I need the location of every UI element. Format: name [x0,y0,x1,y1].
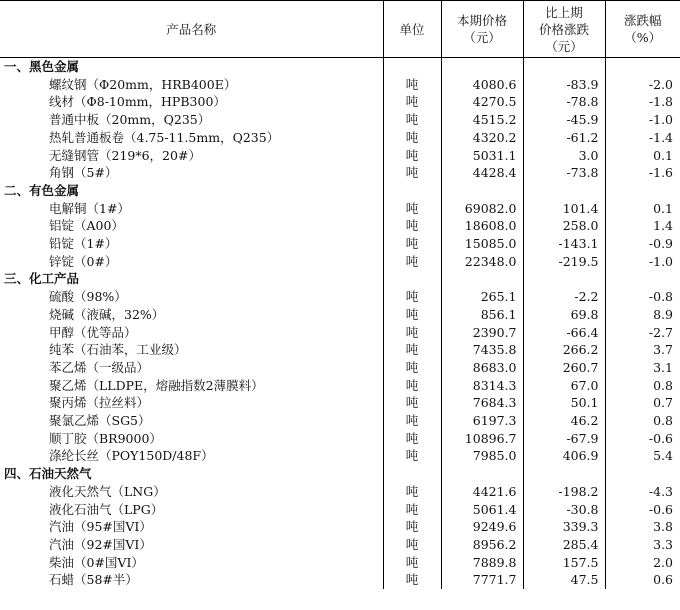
percent-cell: -4.3 [605,483,680,501]
category-row [0,465,680,483]
header-unit [383,1,441,58]
table-row [0,129,680,147]
table-row [0,359,680,377]
table-row [0,324,680,342]
table-row [0,93,680,111]
change-cell [523,182,605,200]
change-cell: -73.8 [523,164,605,182]
price-cell [441,182,523,200]
percent-cell: -2.7 [605,324,680,342]
change-cell: 266.2 [523,341,605,359]
product-name-cell: 电解铜（1#） [49,200,130,216]
percent-cell: -2.0 [605,76,680,94]
percent-cell: 3.3 [605,536,680,554]
product-name-cell: 涤纶长丝（POY150D/48F） [49,448,214,464]
percent-cell [605,58,680,76]
table-row [0,554,680,572]
header-price-line1: 本期价格 [456,13,507,28]
change-cell [523,58,605,76]
price-cell [441,465,523,483]
table-body [0,58,680,590]
price-cell: 69082.0 [441,200,523,218]
header-change [523,1,605,58]
product-name-cell: 纯苯（石油苯，工业级） [49,342,187,358]
percent-cell: -1.8 [605,93,680,111]
category-name-cell: 四、石油天然气 [4,466,92,482]
unit-cell: 吨 [383,217,441,235]
price-cell: 5031.1 [441,147,523,165]
header-price [441,1,523,58]
product-name-cell: 锌锭（0#） [49,253,118,269]
percent-cell: -1.0 [605,111,680,129]
unit-cell [383,270,441,288]
change-cell: 46.2 [523,412,605,430]
table-row [0,412,680,430]
unit-cell: 吨 [383,253,441,271]
percent-cell: -0.6 [605,430,680,448]
change-cell: 157.5 [523,554,605,572]
table-row [0,518,680,536]
price-cell: 15085.0 [441,235,523,253]
percent-cell: 0.1 [605,147,680,165]
change-cell: 69.8 [523,306,605,324]
product-name-cell: 角钢（5#） [49,165,118,181]
price-cell [441,270,523,288]
change-cell: -219.5 [523,253,605,271]
product-name-cell: 石蜡（58#半） [49,572,138,588]
table-row [0,483,680,501]
percent-cell [605,270,680,288]
change-cell [523,270,605,288]
price-cell: 4080.6 [441,76,523,94]
header-price-line2: （元） [463,30,501,45]
change-cell: -78.8 [523,93,605,111]
product-name-cell: 顺丁胶（BR9000） [49,430,162,446]
product-name-cell: 热轧普通板卷（4.75-11.5mm，Q235） [49,129,280,145]
percent-cell: 0.8 [605,412,680,430]
percent-cell [605,465,680,483]
price-cell: 7684.3 [441,394,523,412]
percent-cell: 8.9 [605,306,680,324]
product-name-cell: 液化天然气（LNG） [49,483,166,499]
header-percent-line1: 涨跌幅 [623,13,662,28]
percent-cell: 0.1 [605,200,680,218]
header-change-line1: 比上期 [545,4,583,20]
product-name-cell: 柴油（0#国VI） [49,554,144,570]
category-row [0,270,680,288]
product-name-cell: 铝锭（A00） [49,218,124,234]
product-name-cell: 甲醇（优等品） [49,324,137,340]
change-cell: -61.2 [523,129,605,147]
table-row [0,341,680,359]
table-row [0,306,680,324]
table-row [0,501,680,519]
unit-cell: 吨 [383,111,441,129]
price-cell: 6197.3 [441,412,523,430]
percent-cell: 3.8 [605,518,680,536]
header-unit-label: 单位 [399,21,425,37]
category-name-cell: 二、有色金属 [4,182,80,198]
unit-cell: 吨 [383,483,441,501]
change-cell: 50.1 [523,394,605,412]
percent-cell [605,182,680,200]
percent-cell: 2.0 [605,554,680,572]
change-cell: -2.2 [523,288,605,306]
price-cell: 22348.0 [441,253,523,271]
percent-cell: 5.4 [605,447,680,465]
price-cell: 2390.7 [441,324,523,342]
product-name-cell: 液化石油气（LPG） [49,501,164,517]
table-row [0,430,680,448]
change-cell: -30.8 [523,501,605,519]
change-cell: -45.9 [523,111,605,129]
change-cell: 67.0 [523,377,605,395]
price-cell: 4515.2 [441,111,523,129]
percent-cell: 3.1 [605,359,680,377]
price-cell: 4270.5 [441,93,523,111]
product-name-cell: 螺纹钢（Φ20mm，HRB400E） [49,76,237,92]
change-cell: 260.7 [523,359,605,377]
change-cell: -83.9 [523,76,605,94]
price-cell: 18608.0 [441,217,523,235]
unit-cell: 吨 [383,93,441,111]
unit-cell: 吨 [383,447,441,465]
price-cell: 8956.2 [441,536,523,554]
product-name-cell: 汽油（95#国VI） [49,519,152,535]
unit-cell: 吨 [383,554,441,572]
percent-cell: 1.4 [605,217,680,235]
header-change-line2: 价格涨跌 [538,21,589,37]
change-cell: -198.2 [523,483,605,501]
percent-cell: 3.7 [605,341,680,359]
change-cell: 258.0 [523,217,605,235]
product-name-cell: 聚氯乙烯（SG5） [49,413,151,429]
table-header [0,1,680,58]
table-row [0,147,680,165]
price-cell: 5061.4 [441,501,523,519]
table-row [0,288,680,306]
unit-cell: 吨 [383,76,441,94]
table-row [0,536,680,554]
percent-cell: 0.8 [605,377,680,395]
unit-cell: 吨 [383,377,441,395]
unit-cell: 吨 [383,536,441,554]
table-row [0,76,680,94]
category-name-cell: 三、化工产品 [4,271,80,287]
change-cell [523,465,605,483]
unit-cell [383,182,441,200]
price-cell: 4421.6 [441,483,523,501]
header-change-line3: （元） [545,38,583,54]
unit-cell: 吨 [383,200,441,218]
table-row [0,111,680,129]
price-cell: 4428.4 [441,164,523,182]
unit-cell: 吨 [383,394,441,412]
price-cell: 265.1 [441,288,523,306]
price-cell: 10896.7 [441,430,523,448]
table-row [0,200,680,218]
table-row [0,394,680,412]
change-cell: -67.9 [523,430,605,448]
category-row [0,58,680,76]
unit-cell: 吨 [383,341,441,359]
product-name-cell: 铅锭（1#） [49,236,118,252]
unit-cell: 吨 [383,164,441,182]
unit-cell: 吨 [383,324,441,342]
percent-cell: -0.8 [605,288,680,306]
header-product-name-label: 产品名称 [166,21,217,37]
unit-cell [383,465,441,483]
header-product-name [0,1,383,58]
unit-cell: 吨 [383,235,441,253]
table-row [0,217,680,235]
price-cell: 7889.8 [441,554,523,572]
change-cell: 3.0 [523,147,605,165]
unit-cell: 吨 [383,359,441,377]
table-row [0,447,680,465]
price-cell: 9249.6 [441,518,523,536]
price-cell: 8683.0 [441,359,523,377]
unit-cell: 吨 [383,288,441,306]
table-row [0,571,680,589]
percent-cell: 0.7 [605,394,680,412]
price-cell [441,58,523,76]
percent-cell: -1.0 [605,253,680,271]
unit-cell: 吨 [383,430,441,448]
category-name-cell: 一、黑色金属 [4,59,80,74]
change-cell: -143.1 [523,235,605,253]
change-cell: -66.4 [523,324,605,342]
header-percent [605,1,680,58]
price-cell: 856.1 [441,306,523,324]
category-row [0,182,680,200]
unit-cell: 吨 [383,571,441,589]
change-cell: 339.3 [523,518,605,536]
percent-cell: -1.6 [605,164,680,182]
percent-cell: 0.6 [605,571,680,589]
table-row [0,235,680,253]
product-name-cell: 烧碱（液碱，32%） [49,306,165,322]
unit-cell: 吨 [383,306,441,324]
price-cell: 7771.7 [441,571,523,589]
price-cell: 4320.2 [441,129,523,147]
change-cell: 101.4 [523,200,605,218]
unit-cell: 吨 [383,518,441,536]
unit-cell: 吨 [383,129,441,147]
header-percent-line2: （%） [624,30,662,45]
table-row [0,377,680,395]
change-cell: 285.4 [523,536,605,554]
change-cell: 47.5 [523,571,605,589]
product-name-cell: 无缝钢管（219*6，20#） [49,147,201,163]
table-row [0,253,680,271]
price-cell: 7985.0 [441,447,523,465]
change-cell: 406.9 [523,447,605,465]
unit-cell [383,58,441,76]
product-name-cell: 苯乙烯（一级品） [49,359,150,375]
product-name-cell: 汽油（92#国VI） [49,536,152,552]
unit-cell: 吨 [383,412,441,430]
price-cell: 7435.8 [441,341,523,359]
percent-cell: -0.6 [605,501,680,519]
percent-cell: -1.4 [605,129,680,147]
product-name-cell: 线材（Φ8-10mm，HPB300） [49,94,226,110]
unit-cell: 吨 [383,501,441,519]
percent-cell: -0.9 [605,235,680,253]
price-cell: 8314.3 [441,377,523,395]
product-name-cell: 聚丙烯（拉丝料） [49,395,150,411]
unit-cell: 吨 [383,147,441,165]
product-name-cell: 聚乙烯（LLDPE，熔融指数2薄膜料） [49,377,264,393]
product-name-cell: 硫酸（98%） [49,289,127,305]
product-name-cell: 普通中板（20mm，Q235） [49,112,211,128]
header-row [0,1,680,58]
table-row [0,164,680,182]
